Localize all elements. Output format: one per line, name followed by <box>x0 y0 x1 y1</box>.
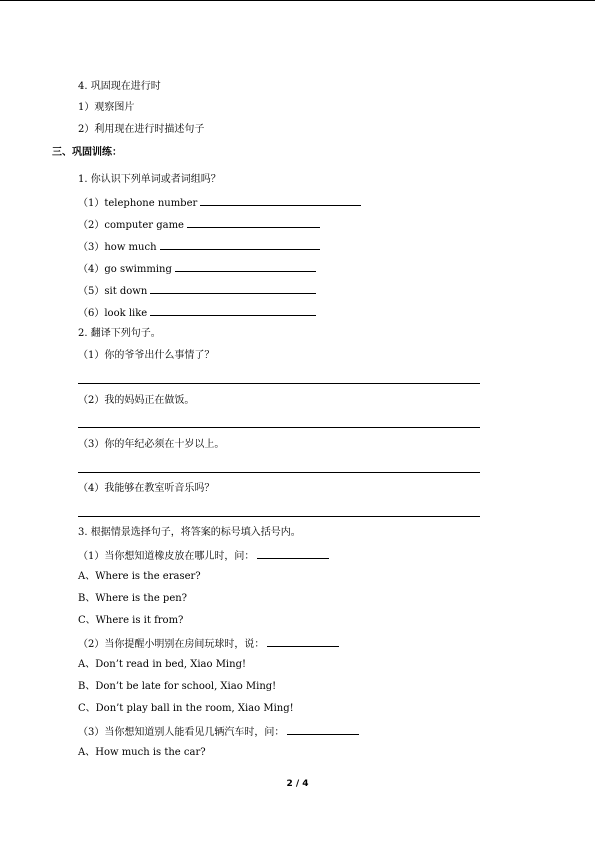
q1-item-1-text: （1）telephone number <box>78 198 198 209</box>
q3-sub3-option-a: A、How much is the car? <box>78 747 206 758</box>
q1-item-3-blank[interactable] <box>160 240 320 250</box>
q1-item-3 <box>78 240 320 254</box>
q1-item-4-text: （4）go swimming <box>78 264 172 275</box>
q3-sub2-option-b: B、Don’t be late for school, Xiao Ming! <box>78 681 277 692</box>
q1-item-4-blank[interactable] <box>175 262 316 272</box>
q2-answer-line-1[interactable] <box>78 383 480 384</box>
q2-item-1: （1）你的爷爷出什么事情了？ <box>78 350 215 361</box>
q3-sub2-prompt-text: （2）当你提醒小明别在房间玩球时，说： <box>78 639 265 650</box>
q3-sub2-prompt <box>78 637 339 651</box>
q3-sub1-option-c: C、Where is it from? <box>78 615 184 626</box>
q1-item-6 <box>78 306 316 320</box>
q3-sub1-prompt-text: （1）当你想知道橡皮放在哪儿时，问： <box>78 551 255 562</box>
q1-item-5 <box>78 284 316 298</box>
q2-item-2: （2）我的妈妈正在做饭。 <box>78 395 195 406</box>
section4-step1: 1）观察图片 <box>78 102 135 113</box>
q1-item-3-text: （3）how much <box>78 242 157 253</box>
q1-item-6-blank[interactable] <box>150 306 316 316</box>
q3-sub1-blank[interactable] <box>257 549 329 559</box>
q2-answer-line-4[interactable] <box>78 516 480 517</box>
q3-sub2-blank[interactable] <box>267 637 339 647</box>
section4-title: 4. 巩固现在进行时 <box>78 81 161 92</box>
q3-sub3-prompt-text: （3）当你想知道别人能看见几辆汽车时，问： <box>78 727 285 738</box>
q1-title: 1. 你认识下列单词或者词组吗？ <box>78 174 221 185</box>
q1-item-4 <box>78 262 316 276</box>
section3-heading: 三、巩固训练： <box>52 147 122 158</box>
q1-item-2-text: （2）computer game <box>78 220 184 231</box>
q1-item-5-text: （5）sit down <box>78 286 148 297</box>
q3-title: 3. 根据情景选择句子，将答案的标号填入括号内。 <box>78 527 301 538</box>
q3-sub2-option-a: A、Don’t read in bed, Xiao Ming! <box>78 659 246 670</box>
q2-answer-line-3[interactable] <box>78 472 480 473</box>
q1-item-1-blank[interactable] <box>200 196 361 206</box>
q1-item-2-blank[interactable] <box>187 218 320 228</box>
q2-item-4: （4）我能够在教室听音乐吗？ <box>78 483 215 494</box>
q3-sub2-option-c: C、Don’t play ball in the room, Xiao Ming! <box>78 703 294 714</box>
q2-item-3: （3）你的年纪必须在十岁以上。 <box>78 439 225 450</box>
q2-title: 2. 翻译下列句子。 <box>78 328 161 339</box>
q1-item-1 <box>78 196 361 210</box>
q1-item-6-text: （6）look like <box>78 308 148 319</box>
section4-step2: 2）利用现在进行时描述句子 <box>78 124 205 135</box>
page-number: 2 / 4 <box>286 779 309 789</box>
header-rule <box>0 0 595 1</box>
q3-sub1-option-a: A、Where is the eraser? <box>78 571 201 582</box>
q3-sub1-option-b: B、Where is the pen? <box>78 593 188 604</box>
q1-item-5-blank[interactable] <box>150 284 316 294</box>
q1-item-2 <box>78 218 320 232</box>
q3-sub1-prompt <box>78 549 329 563</box>
q3-sub3-prompt <box>78 725 359 739</box>
q3-sub3-blank[interactable] <box>287 725 359 735</box>
q2-answer-line-2[interactable] <box>78 427 480 428</box>
